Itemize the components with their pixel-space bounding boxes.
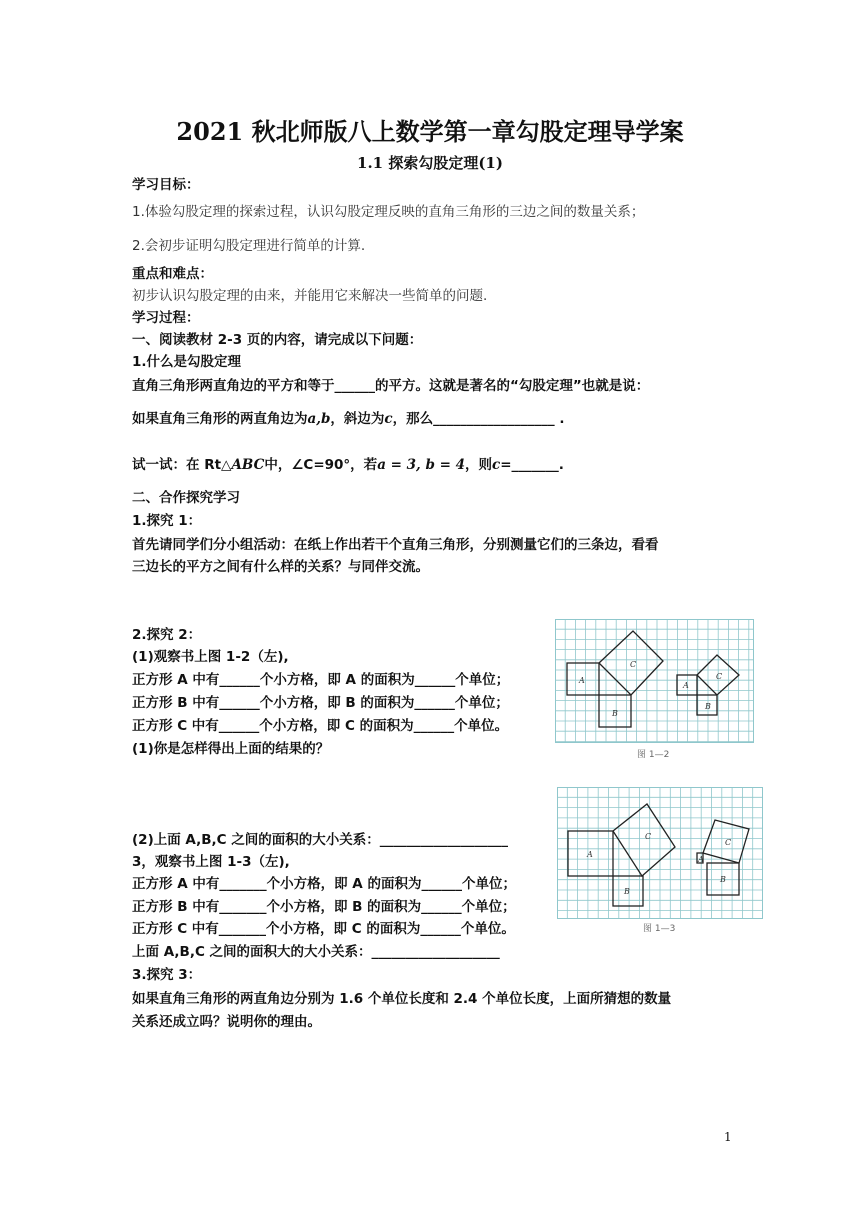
triangle-name: ABC bbox=[231, 457, 265, 473]
explore-2-how: (1)你是怎样得出上面的结果的？ bbox=[132, 741, 330, 757]
question-1: 1.什么是勾股定理 bbox=[132, 354, 242, 370]
explore-3-line-2: 关系还成立吗？说明你的理由。 bbox=[132, 1014, 321, 1030]
unknown-variable: c bbox=[491, 457, 501, 473]
question-1-line-1: 直角三角形两直角边的平方和等于______的平方。这就是著名的“勾股定理”也就是说： bbox=[132, 378, 650, 394]
explore-2-title: 2.探究 2： bbox=[132, 627, 202, 643]
document-title: 2021 秋北师版八上数学第一章勾股定理导学案 bbox=[176, 117, 684, 146]
explore-1-title: 1.探究 1： bbox=[132, 513, 202, 529]
question-1-line-2 bbox=[132, 410, 564, 428]
label-a-right: A bbox=[683, 681, 689, 690]
section-subtitle: 1.1 探索勾股定理(1) bbox=[357, 154, 503, 172]
figure-1-2 bbox=[555, 619, 754, 767]
try-it-line bbox=[132, 456, 564, 474]
try-text-b: 中，∠C=90°，若 bbox=[264, 457, 378, 473]
label-b-right: B bbox=[720, 875, 726, 884]
objective-2: 2.会初步证明勾股定理进行简单的计算. bbox=[132, 238, 366, 254]
label-c-right: C bbox=[725, 838, 732, 847]
figure-1-3 bbox=[557, 787, 763, 937]
key-points-text: 初步认识勾股定理的由来，并能用它来解决一些简单的问题. bbox=[132, 288, 488, 304]
explore-1-line-1: 首先请同学们分小组活动：在纸上作出若干个直角三角形，分别测量它们的三条边，看看 bbox=[132, 537, 659, 553]
part1-heading: 一、阅读教材 2-3 页的内容，请完成以下问题： bbox=[132, 332, 423, 348]
explore-2-question-1: (1)观察书上图 1-2（左), bbox=[132, 649, 289, 665]
key-points-heading: 重点和难点： bbox=[132, 266, 213, 282]
explore-3-line-1: 如果直角三角形的两直角边分别为 1.6 个单位长度和 2.4 个单位长度，上面所猜想的数量 bbox=[132, 991, 672, 1007]
explore-2-square-b: 正方形 B 中有______个小方格，即 B 的面积为______个单位； bbox=[132, 695, 509, 711]
label-c-right: C bbox=[716, 672, 723, 681]
page-number: 1 bbox=[724, 1130, 732, 1144]
label-c-left: C bbox=[645, 832, 652, 841]
label-c-left: C bbox=[630, 660, 637, 669]
label-b-right: B bbox=[705, 702, 711, 711]
label-b-left: B bbox=[624, 887, 630, 896]
explore-3-square-c: 正方形 C 中有_______个小方格，即 C 的面积为______个单位。 bbox=[132, 921, 515, 937]
part2-heading: 二、合作探究学习 bbox=[132, 490, 240, 506]
explore-1-line-2: 三边长的平方之间有什么样的关系？与同伴交流。 bbox=[132, 559, 429, 575]
figure-1-3-caption: 图 1—3 bbox=[643, 924, 676, 934]
hypotenuse-variable: c bbox=[384, 411, 393, 427]
q1-line2-text-c: ，那么__________________ . bbox=[392, 411, 565, 427]
label-a-left: A bbox=[587, 850, 593, 859]
explore-3-square-a: 正方形 A 中有_______个小方格，即 A 的面积为______个单位； bbox=[132, 876, 516, 892]
square-c-left bbox=[613, 804, 675, 876]
figure-1-2-caption: 图 1—2 bbox=[637, 750, 670, 760]
objective-1: 1.体验勾股定理的探索过程，认识勾股定理反映的直角三角形的三边之间的数量关系； bbox=[132, 204, 645, 220]
explore-3-relation: 上面 A,B,C 之间的面积大的大小关系：___________________ bbox=[132, 944, 500, 960]
explore-3-square-b: 正方形 B 中有_______个小方格，即 B 的面积为______个单位； bbox=[132, 899, 516, 915]
legs-variables: a,b bbox=[307, 411, 331, 427]
q1-line2-text-a: 如果直角三角形的两直角边为 bbox=[132, 411, 308, 427]
q1-line2-text-b: ，斜边为 bbox=[330, 411, 385, 427]
try-text-a: 试一试：在 Rt△ bbox=[132, 457, 232, 473]
label-a-right: A bbox=[698, 855, 704, 864]
explore-2-square-c: 正方形 C 中有______个小方格，即 C 的面积为______个单位。 bbox=[132, 718, 509, 734]
explore-3-title: 3.探究 3： bbox=[132, 967, 202, 983]
explore-2-question-2: (2)上面 A,B,C 之间的面积的大小关系：___________________ bbox=[132, 832, 509, 848]
objectives-heading: 学习目标： bbox=[132, 177, 200, 193]
try-text-d: =_______. bbox=[500, 457, 564, 473]
explore-2-square-a: 正方形 A 中有______个小方格，即 A 的面积为______个单位； bbox=[132, 672, 510, 688]
process-heading: 学习过程： bbox=[132, 310, 200, 326]
given-values: a = 3, b = 4 bbox=[377, 457, 465, 473]
label-b-left: B bbox=[612, 709, 618, 718]
label-a-left: A bbox=[579, 676, 585, 685]
explore-3-intro: 3，观察书上图 1-3（左), bbox=[132, 854, 290, 870]
grid-lines bbox=[555, 619, 754, 743]
try-text-c: ，则 bbox=[464, 457, 492, 473]
